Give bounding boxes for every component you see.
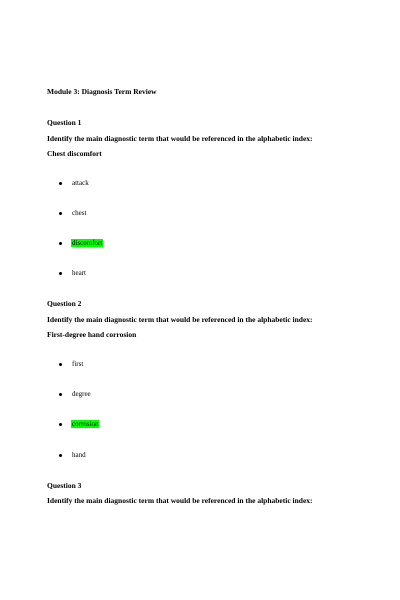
question-2-prompt: Identify the main diagnostic term that would be referenced in the alphabetic index:: [47, 315, 313, 324]
bullet-icon: [59, 242, 62, 245]
bullet-icon: [59, 182, 62, 185]
option-text-highlighted: corrosion: [72, 420, 99, 428]
option-text: first: [72, 360, 84, 368]
question-3-heading: Question 3: [47, 481, 82, 490]
option-text: attack: [72, 179, 89, 187]
question-1-option-2: [59, 209, 87, 217]
document-title: Module 3: Diagnosis Term Review: [47, 87, 157, 96]
bullet-icon: [59, 363, 62, 366]
option-text-highlighted: discomfort: [72, 239, 103, 247]
bullet-icon: [59, 423, 62, 426]
question-1-prompt: Identify the main diagnostic term that would be referenced in the alphabetic index:: [47, 134, 313, 143]
option-text: heart: [72, 269, 86, 277]
question-2-heading: Question 2: [47, 299, 82, 308]
question-1-option-3: [59, 239, 103, 247]
question-2-option-3: [59, 420, 99, 428]
bullet-icon: [59, 393, 62, 396]
question-1-option-1: [59, 179, 90, 187]
bullet-icon: [59, 454, 62, 457]
question-2-option-4: [59, 451, 87, 459]
bullet-icon: [59, 272, 62, 275]
option-text: chest: [72, 209, 87, 217]
question-2-option-2: [59, 390, 92, 398]
option-text: degree: [72, 390, 91, 398]
question-3-prompt: Identify the main diagnostic term that would be referenced in the alphabetic index:: [47, 496, 313, 505]
question-2-term: First-degree hand corrosion: [47, 330, 137, 339]
bullet-icon: [59, 212, 62, 215]
option-text: hand: [72, 451, 86, 459]
question-1-term: Chest discomfort: [47, 149, 102, 158]
question-2-option-1: [59, 360, 84, 368]
question-1-option-4: [59, 269, 87, 277]
question-1-heading: Question 1: [47, 118, 82, 127]
